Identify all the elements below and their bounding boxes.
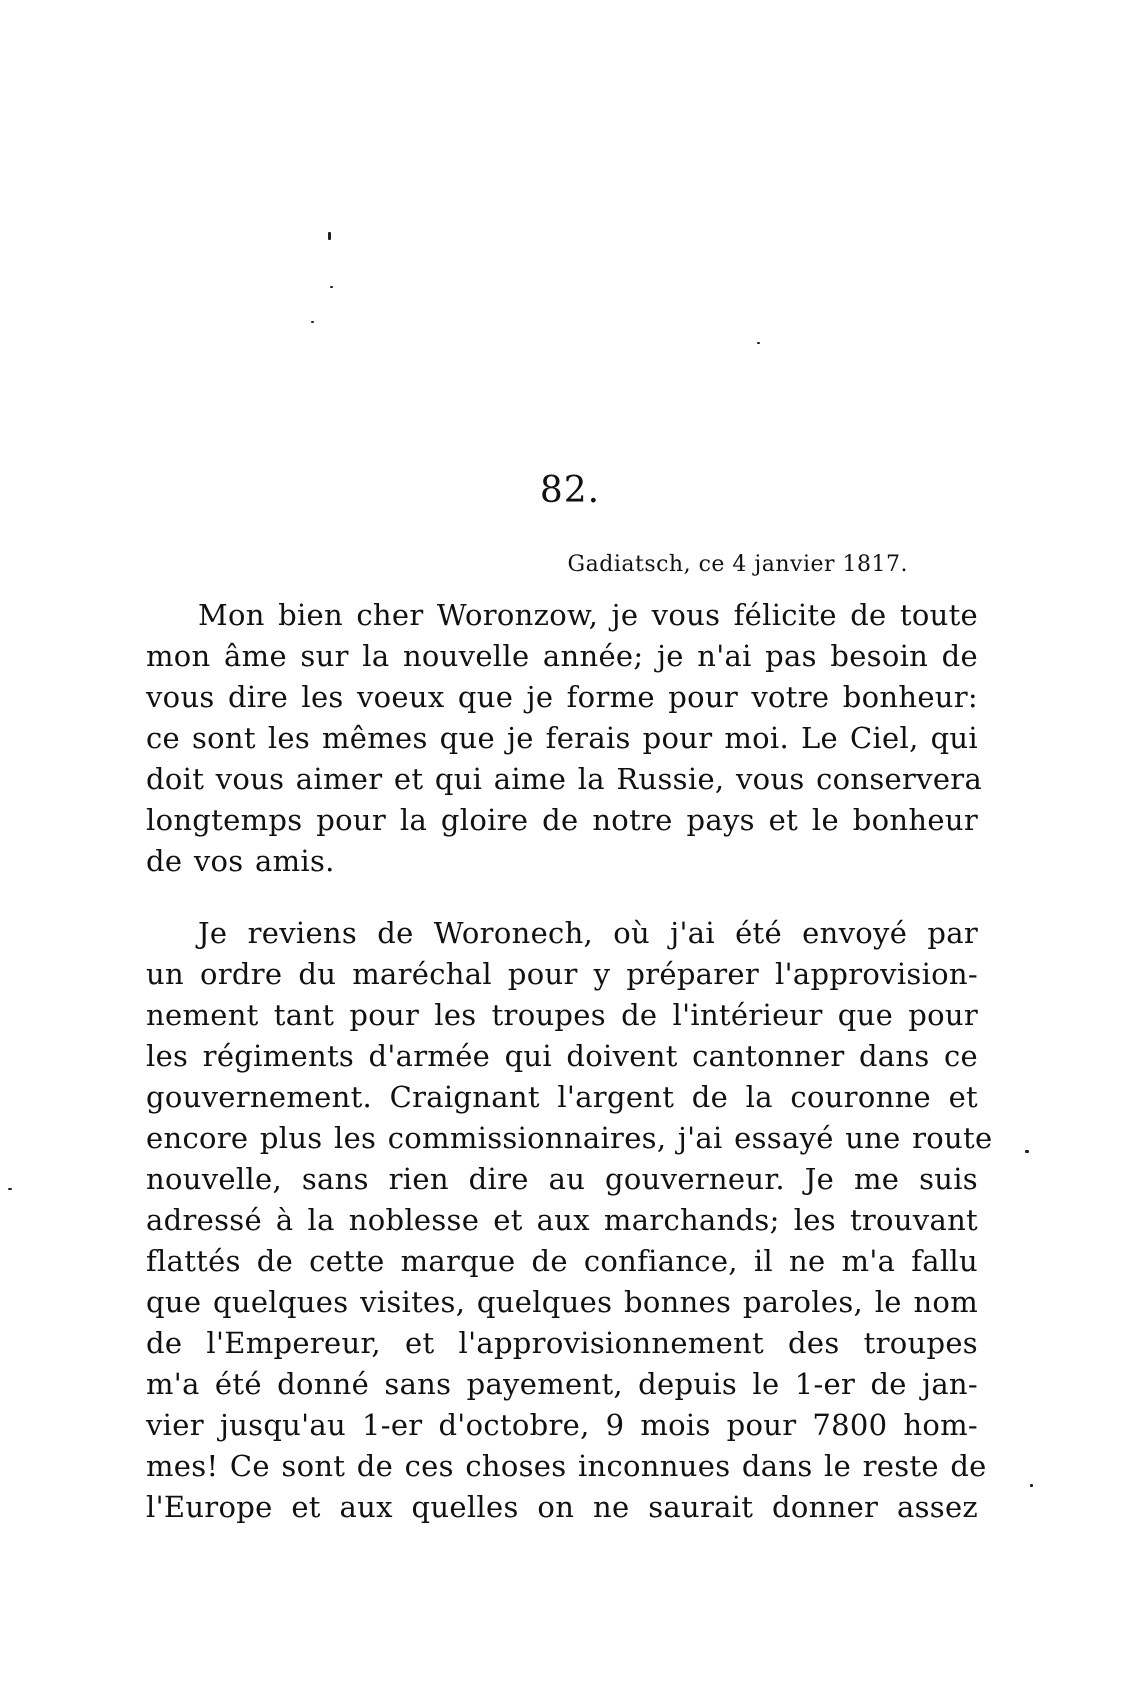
scan-speck: [757, 342, 760, 344]
text-line: encore plus les commissionnaires, j'ai essayé une route: [146, 1121, 993, 1155]
text-line: que quelques visites, quelques bonnes paroles, le nom: [146, 1285, 978, 1319]
dateline: Gadiatsch, ce 4 janvier 1817.: [567, 552, 908, 577]
text-line: adressé à la noblesse et aux marchands; les trouvant: [146, 1203, 978, 1237]
text-line: mes! Ce sont de ces choses inconnues dans le reste de: [146, 1449, 987, 1483]
paragraph-1: [146, 595, 983, 882]
text-line: de l'Empereur, et l'approvisionnement des troupes: [146, 1326, 978, 1360]
paragraph-2: [146, 913, 993, 1528]
text-line: mon âme sur la nouvelle année; je n'ai pas besoin de: [146, 639, 978, 673]
text-line: gouvernement. Craignant l'argent de la couronne et: [146, 1080, 978, 1114]
text-line: Mon bien cher Woronzow, je vous félicite de toute: [198, 598, 978, 632]
text-line: l'Europe et aux quelles on ne saurait donner assez: [146, 1490, 978, 1524]
scan-speck: [1030, 1484, 1033, 1487]
text-line: m'a été donné sans payement, depuis le 1-er de jan-: [146, 1367, 978, 1401]
text-line: Je reviens de Woronech, où j'ai été envoyé par: [198, 916, 978, 950]
text-line: vier jusqu'au 1-er d'octobre, 9 mois pour 7800 hom-: [146, 1408, 978, 1442]
scan-speck: [330, 286, 333, 288]
text-line: un ordre du maréchal pour y préparer l'approvision-: [146, 957, 978, 991]
text-line: flattés de cette marque de confiance, il ne m'a fallu: [146, 1244, 978, 1278]
text-line: les régiments d'armée qui doivent cantonner dans ce: [146, 1039, 978, 1073]
text-line: vous dire les voeux que je forme pour votre bonheur:: [146, 680, 978, 714]
scan-speck: [311, 321, 314, 323]
letter-number: 82.: [539, 470, 601, 511]
scan-speck: [328, 232, 331, 240]
text-line: ce sont les mêmes que je ferais pour moi. Le Ciel, qui: [146, 721, 978, 755]
text-line: longtemps pour la gloire de notre pays et le bonheur: [146, 803, 978, 837]
text-line: nement tant pour les troupes de l'intérieur que pour: [146, 998, 978, 1032]
text-line: de vos amis.: [146, 844, 335, 878]
scan-speck: [1025, 1150, 1029, 1153]
text-line: nouvelle, sans rien dire au gouverneur. Je me suis: [146, 1162, 978, 1196]
text-line: doit vous aimer et qui aime la Russie, vous conservera: [146, 762, 983, 796]
scan-speck: [8, 1188, 12, 1190]
